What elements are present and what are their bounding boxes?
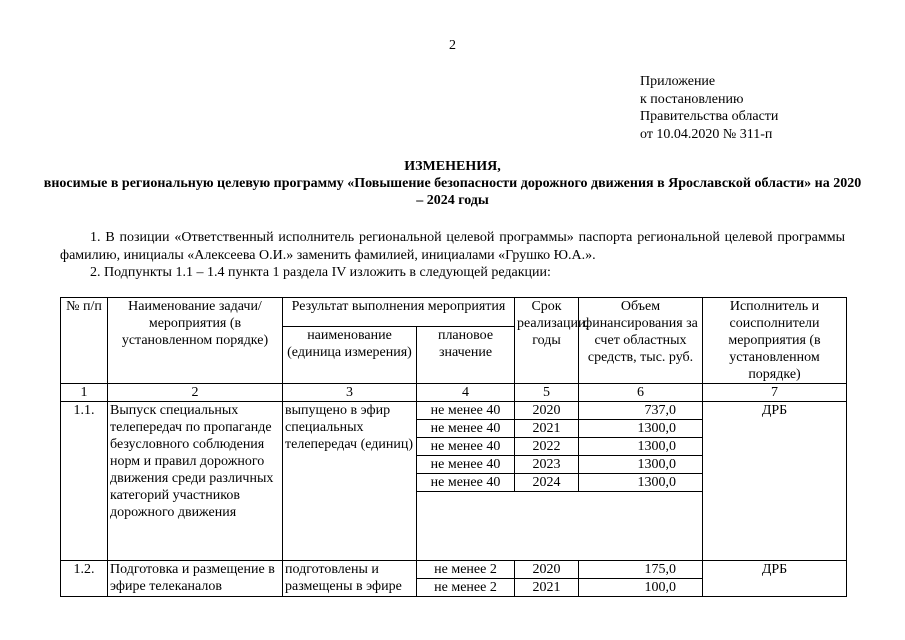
row-plan: не менее 40 [417,438,515,456]
header-executor: Исполнитель и соисполнители мероприятия (в установленном порядке) [703,298,847,384]
header-result-name: наименование (единица измерения) [283,327,417,384]
row-year: 2022 [515,438,579,456]
title-line-1: ИЗМЕНЕНИЯ, [404,159,501,174]
empty-cell [579,492,703,561]
row-num: 1.1. [61,402,108,561]
row-executor: ДРБ [703,561,847,597]
column-number: 4 [417,384,515,402]
row-result-name: выпущено в эфир специальных телепередач (единиц) [283,402,417,561]
column-number: 5 [515,384,579,402]
appendix-line: к постановлению [640,91,744,107]
row-plan: не менее 2 [417,579,515,597]
row-year: 2023 [515,456,579,474]
row-year: 2020 [515,402,579,420]
column-number: 1 [61,384,108,402]
empty-cell [515,492,579,561]
header-term: Срок реализации, годы [515,298,579,384]
row-task: Подготовка и размещение в эфире телеканалов [108,561,283,597]
table-row [61,402,847,420]
title-line-2: вносимые в региональную целевую программу «Повышение безопасности дорожного движения в Ярославской области» на 2020 – 2024 годы [43,176,862,208]
row-amount: 1300,0 [579,456,703,474]
row-year: 2021 [515,420,579,438]
row-plan: не менее 2 [417,561,515,579]
row-task: Выпуск специальных телепередач по пропаганде безусловного соблюдения норм и правил дорожного движения среди различных категорий участников дорожного движения [108,402,283,561]
column-number: 6 [579,384,703,402]
appendix-line: Правительства области [640,109,779,124]
header-result-plan: плановое значение [417,327,515,384]
row-executor: ДРБ [703,402,847,561]
appendix-block [640,73,778,143]
appendix-line: от 10.04.2020 № 311-п [640,126,773,142]
row-plan: не менее 40 [417,402,515,420]
column-number: 7 [703,384,847,402]
column-number: 2 [108,384,283,402]
row-num: 1.2. [61,561,108,597]
table-row [61,561,847,579]
row-plan: не менее 40 [417,456,515,474]
row-year: 2024 [515,474,579,492]
appendix-line: Приложение [640,74,716,89]
row-plan: не менее 40 [417,474,515,492]
row-amount: 737,0 [579,402,703,420]
header-num: № п/п [61,298,108,384]
row-amount: 1300,0 [579,474,703,492]
paragraph-1: 1. В позиции «Ответственный исполнитель региональной целевой программы» паспорта региональной целевой программы фамилию, инициалы «Алексеева О.И.» заменить фамилией, инициалами «Грушко Ю.А.». [60,230,845,263]
page-number: 2 [449,38,456,53]
header-funding: Объем финансирования за счет областных средств, тыс. руб. [579,298,703,384]
row-year: 2021 [515,579,579,597]
row-amount: 175,0 [579,561,703,579]
row-amount: 1300,0 [579,438,703,456]
row-result-name: подготовлены и размещены в эфире [283,561,417,597]
header-result: Результат выполнения мероприятия [283,298,515,327]
measures-table [60,297,847,597]
column-numbers-row [61,384,847,402]
document-title [40,158,865,209]
row-amount: 1300,0 [579,420,703,438]
empty-cell [417,492,515,561]
row-amount: 100,0 [579,579,703,597]
header-task: Наименование задачи/мероприятия (в установленном порядке) [108,298,283,384]
column-number: 3 [283,384,417,402]
row-plan: не менее 40 [417,420,515,438]
paragraph-2: 2. Подпункты 1.1 – 1.4 пункта 1 раздела IV изложить в следующей редакции: [90,265,551,280]
row-year: 2020 [515,561,579,579]
